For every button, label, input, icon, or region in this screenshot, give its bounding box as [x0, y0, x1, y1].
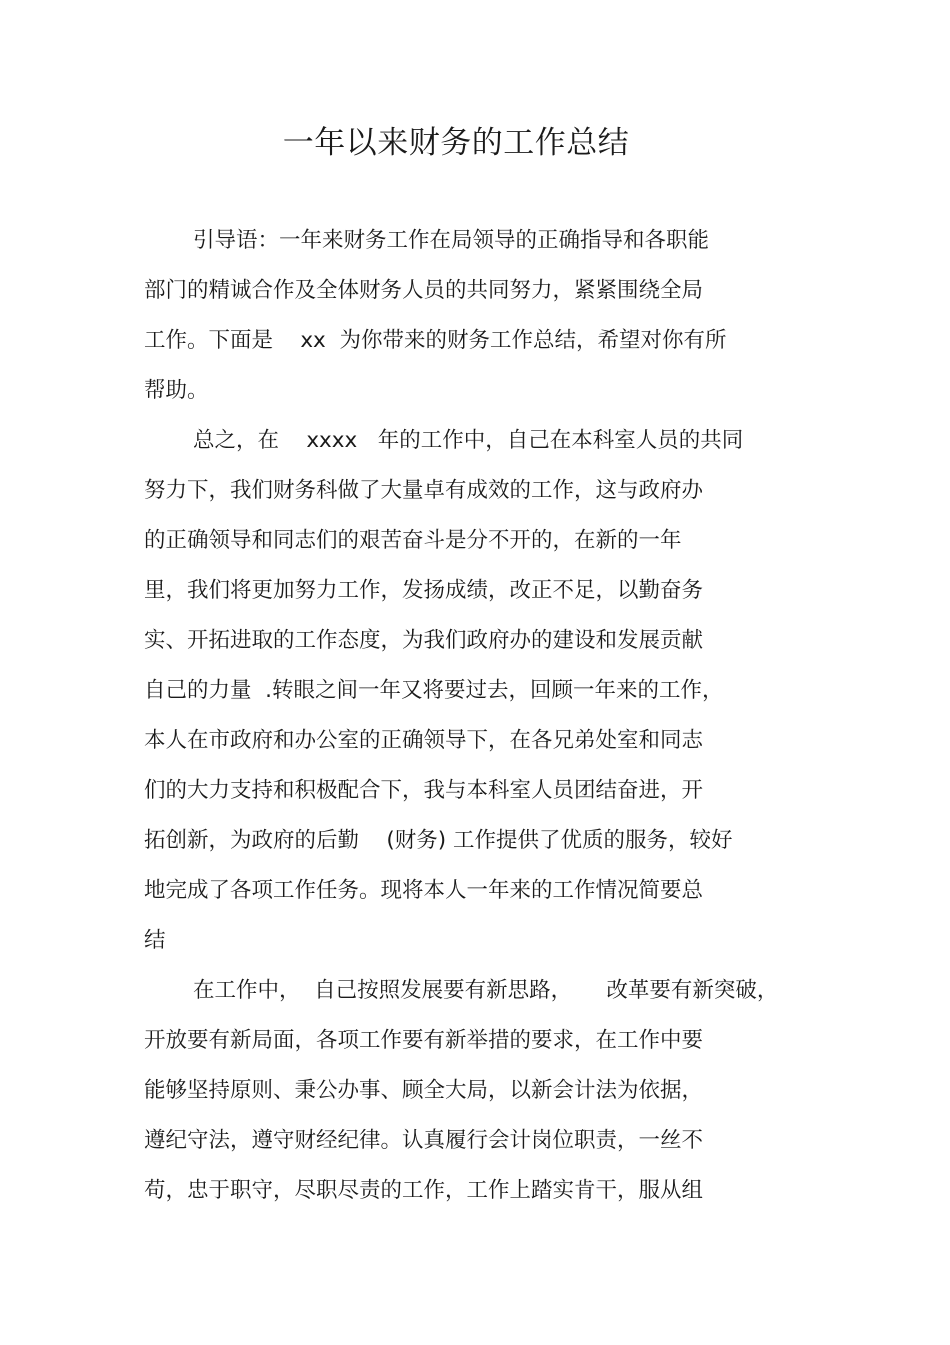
- paragraph-line: 拓创新，为政府的后勤 (财务) 工作提供了优质的服务，较好: [144, 828, 733, 853]
- paragraph-line: 地完成了各项工作任务。现将本人一年来的工作情况简要总: [144, 878, 704, 903]
- paragraph-line: 遵纪守法，遵守财经纪律。认真履行会计岗位职责，一丝不: [144, 1128, 704, 1153]
- paragraph-line: 苟，忠于职守，尽职尽责的工作，工作上踏实肯干，服从组: [144, 1178, 704, 1203]
- paragraph-line: 总之，在 xxxx 年的工作中，自己在本科室人员的共同: [193, 428, 744, 453]
- paragraph-line: 们的大力支持和积极配合下，我与本科室人员团结奋进，开: [144, 778, 704, 803]
- paragraph-line: 里，我们将更加努力工作，发扬成绩，改正不足，以勤奋务: [144, 578, 704, 603]
- paragraph-line: 工作。下面是 xx 为你带来的财务工作总结，希望对你有所: [144, 328, 727, 353]
- paragraph-line: 努力下，我们财务科做了大量卓有成效的工作，这与政府办: [144, 478, 704, 503]
- paragraph-line: 开放要有新局面，各项工作要有新举措的要求，在工作中要: [144, 1028, 704, 1053]
- paragraph-line: 实、开拓进取的工作态度，为我们政府办的建设和发展贡献: [144, 628, 704, 653]
- paragraph-line: 帮助。: [144, 378, 209, 403]
- paragraph-line: 的正确领导和同志们的艰苦奋斗是分不开的，在新的一年: [144, 528, 682, 553]
- paragraph-line: 在工作中， 自己按照发展要有新思路， 改革要有新突破，: [193, 978, 779, 1003]
- paragraph-line: 自己的力量 .转眼之间一年又将要过去，回顾一年来的工作，: [144, 678, 724, 703]
- paragraph-line: 引导语：一年来财务工作在局领导的正确指导和各职能: [193, 228, 710, 253]
- paragraph-line: 结: [144, 928, 166, 953]
- paragraph-line: 部门的精诚合作及全体财务人员的共同努力，紧紧围绕全局: [144, 278, 704, 303]
- paragraph-line: 能够坚持原则、秉公办事、顾全大局，以新会计法为依据，: [144, 1078, 704, 1103]
- document-title: 一年以来财务的工作总结: [282, 125, 630, 161]
- paragraph-line: 本人在市政府和办公室的正确领导下，在各兄弟处室和同志: [144, 728, 704, 753]
